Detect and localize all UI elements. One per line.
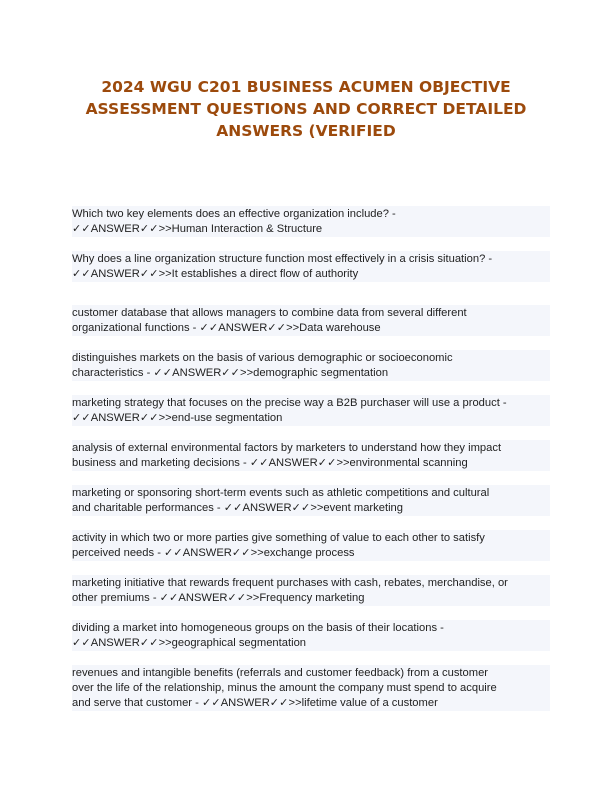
qa-line: other premiums - ✓✓ANSWER✓✓>>Frequency marketing — [72, 592, 365, 604]
qa-line: Why does a line organization structure function most effectively in a crisis situation? - — [72, 253, 493, 265]
qa-line: dividing a market into homogeneous groups on the basis of their locations - — [72, 622, 444, 634]
document-title — [60, 76, 552, 142]
qa-line: customer database that allows managers to combine data from several different — [72, 307, 467, 319]
qa-entry — [72, 665, 550, 711]
qa-line: marketing initiative that rewards frequent purchases with cash, rebates, merchandise, or — [72, 577, 508, 589]
qa-entry — [72, 206, 550, 237]
qa-entry — [72, 395, 550, 426]
title-line: ASSESSMENT QUESTIONS AND CORRECT DETAILED — [85, 100, 527, 118]
qa-entry — [72, 305, 550, 336]
qa-line: organizational functions - ✓✓ANSWER✓✓>>Data warehouse — [72, 322, 381, 334]
qa-line: ✓✓ANSWER✓✓>>geographical segmentation — [72, 637, 307, 649]
qa-line: ✓✓ANSWER✓✓>>It establishes a direct flow of authority — [72, 268, 359, 280]
qa-entry — [72, 350, 550, 381]
qa-line: and serve that customer - ✓✓ANSWER✓✓>>lifetime value of a customer — [72, 697, 438, 709]
qa-entry — [72, 440, 550, 471]
qa-line: ✓✓ANSWER✓✓>>Human Interaction & Structure — [72, 223, 323, 235]
qa-line: distinguishes markets on the basis of various demographic or socioeconomic — [72, 352, 453, 364]
qa-entry — [72, 575, 550, 606]
qa-line: ✓✓ANSWER✓✓>>end-use segmentation — [72, 412, 283, 424]
qa-entry — [72, 530, 550, 561]
qa-line: revenues and intangible benefits (referrals and customer feedback) from a customer — [72, 667, 489, 679]
qa-line: analysis of external environmental factors by marketers to understand how they impact — [72, 442, 502, 454]
qa-line: Which two key elements does an effective organization include? - — [72, 208, 396, 220]
qa-line: characteristics - ✓✓ANSWER✓✓>>demographic segmentation — [72, 367, 389, 379]
qa-line: and charitable performances - ✓✓ANSWER✓✓>>event marketing — [72, 502, 403, 514]
qa-entry — [72, 620, 550, 651]
qa-line: marketing or sponsoring short-term events such as athletic competitions and cultural — [72, 487, 490, 499]
qa-line: business and marketing decisions - ✓✓ANSWER✓✓>>environmental scanning — [72, 457, 468, 469]
qa-line: marketing strategy that focuses on the precise way a B2B purchaser will use a product - — [72, 397, 507, 409]
qa-line: perceived needs - ✓✓ANSWER✓✓>>exchange process — [72, 547, 355, 559]
qa-line: over the life of the relationship, minus the amount the company must spend to acquire — [72, 682, 497, 694]
qa-list — [72, 206, 550, 725]
title-line: ANSWERS (VERIFIED — [216, 122, 396, 140]
qa-line: activity in which two or more parties give something of value to each other to satisfy — [72, 532, 485, 544]
title-line: 2024 WGU C201 BUSINESS ACUMEN OBJECTIVE — [101, 78, 511, 96]
qa-entry — [72, 485, 550, 516]
qa-entry — [72, 251, 550, 282]
